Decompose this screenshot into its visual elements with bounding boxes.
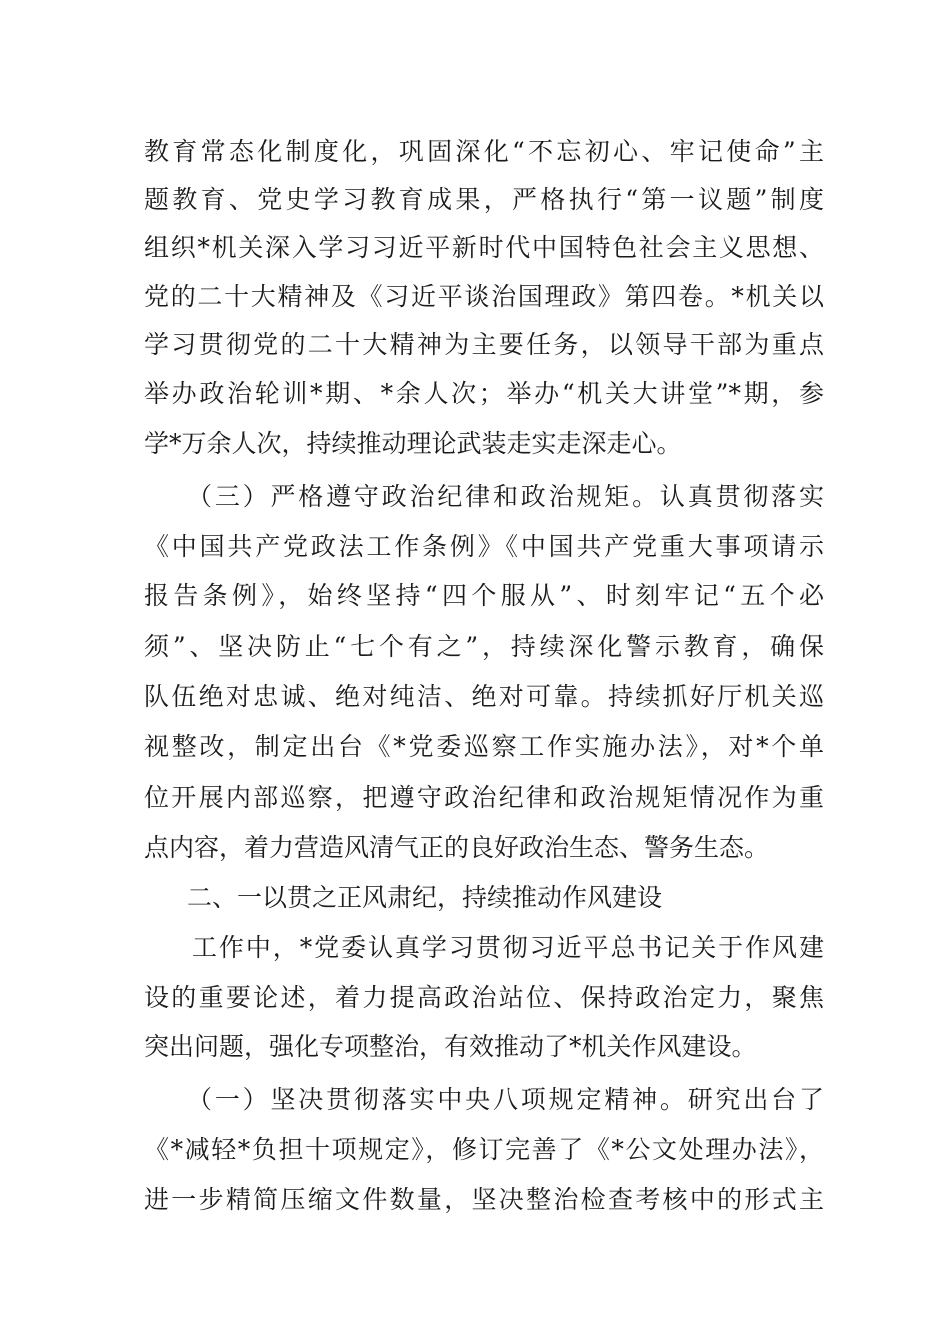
body-line-18: 设的重要论述，着力提高政治站位、保持政治定力，聚焦 (144, 983, 824, 1012)
body-line-19: 突出问题，强化专项整治，有效推动了*机关作风建设。 (144, 1032, 757, 1061)
body-line-14: 位开展内部巡察，把遵守政治纪律和政治规矩情况作为重 (144, 783, 824, 812)
body-line-22: 进一步精简压缩文件数量，坚决整治检查考核中的形式主 (144, 1185, 824, 1214)
body-line-11: 须”、坚决防止“七个有之”，持续深化警示教育，确保 (144, 632, 824, 661)
section-1-heading-line: （一）坚决贯彻落实中央八项规定精神。研究出台了 (187, 1085, 824, 1114)
body-line-9: 《中国共产党政法工作条例》《中国共产党重大事项请示 (144, 532, 824, 561)
body-line-17: 工作中，*党委认真学习贯彻习近平总书记关于作风建 (192, 933, 824, 962)
body-line-2: 题教育、党史学习教育成果，严格执行“第一议题”制度 (144, 185, 824, 214)
section-3-heading-line: （三）严格遵守政治纪律和政治规矩。认真贯彻落实 (187, 482, 824, 511)
body-line-12: 队伍绝对忠诚、绝对纯洁、绝对可靠。持续抓好厅机关巡 (144, 682, 824, 711)
body-line-6: 举办政治轮训*期、*余人次；举办“机关大讲堂”*期，参 (144, 379, 824, 408)
body-line-7: 学*万余人次，持续推动理论武装走实走深走心。 (144, 429, 682, 458)
body-line-1: 教育常态化制度化，巩固深化“不忘初心、牢记使命”主 (144, 137, 824, 166)
body-line-4: 党的二十大精神及《习近平谈治国理政》第四卷。*机关以 (144, 282, 824, 311)
body-line-5: 学习贯彻党的二十大精神为主要任务，以领导干部为重点 (144, 330, 824, 359)
body-line-13: 视整改，制定出台《*党委巡察工作实施办法》，对*个单 (144, 732, 824, 761)
body-line-15: 点内容，着力营造风清气正的良好政治生态、警务生态。 (144, 833, 770, 862)
body-line-3: 组织*机关深入学习习近平新时代中国特色社会主义思想、 (144, 233, 824, 262)
section-2-heading: 二、一以贯之正风肃纪，持续推动作风建设 (187, 883, 663, 912)
body-line-21: 《*减轻*负担十项规定》，修订完善了《*公文处理办法》， (144, 1135, 824, 1164)
body-line-10: 报告条例》，始终坚持“四个服从”、时刻牢记“五个必 (144, 581, 824, 610)
